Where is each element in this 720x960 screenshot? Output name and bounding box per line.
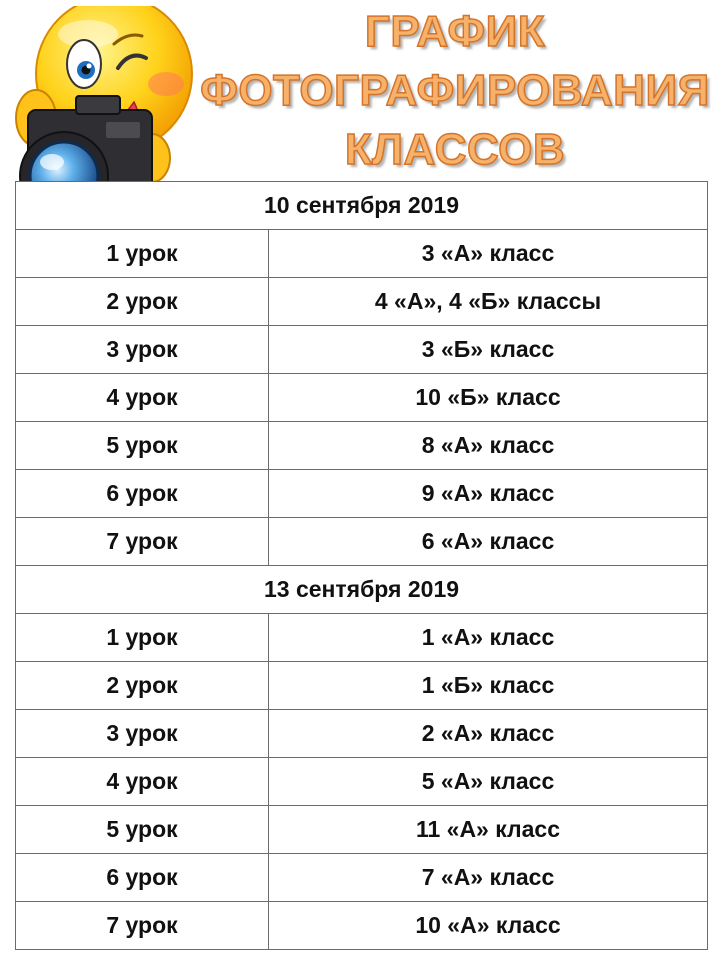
lesson-cell: 1 урок xyxy=(16,230,269,278)
lesson-cell: 3 урок xyxy=(16,326,269,374)
table-row xyxy=(16,470,708,518)
lesson-cell: 7 урок xyxy=(16,518,269,566)
table-row xyxy=(16,854,708,902)
class-cell: 7 «А» класс xyxy=(269,854,708,902)
table-row xyxy=(16,326,708,374)
lesson-cell: 2 урок xyxy=(16,278,269,326)
class-cell: 5 «А» класс xyxy=(269,758,708,806)
lesson-cell: 6 урок xyxy=(16,854,269,902)
class-cell: 4 «А», 4 «Б» классы xyxy=(269,278,708,326)
title-line-3: КЛАССОВ xyxy=(344,125,566,174)
table-row xyxy=(16,614,708,662)
lesson-cell: 4 урок xyxy=(16,758,269,806)
title-line-1: ГРАФИК xyxy=(364,7,546,56)
lesson-cell: 4 урок xyxy=(16,374,269,422)
lesson-cell: 2 урок xyxy=(16,662,269,710)
table-row xyxy=(16,422,708,470)
class-cell: 3 «А» класс xyxy=(269,230,708,278)
class-cell: 6 «А» класс xyxy=(269,518,708,566)
class-cell: 1 «А» класс xyxy=(269,614,708,662)
title-line-2: ФОТОГРАФИРОВАНИЯ xyxy=(200,66,710,115)
date-row xyxy=(16,182,708,230)
table-row xyxy=(16,806,708,854)
table-row xyxy=(16,278,708,326)
class-cell: 3 «Б» класс xyxy=(269,326,708,374)
table-row xyxy=(16,758,708,806)
lesson-cell: 6 урок xyxy=(16,470,269,518)
class-cell: 1 «Б» класс xyxy=(269,662,708,710)
table-row xyxy=(16,374,708,422)
lesson-cell: 5 урок xyxy=(16,806,269,854)
lesson-cell: 5 урок xyxy=(16,422,269,470)
table-row xyxy=(16,518,708,566)
class-cell: 10 «А» класс xyxy=(269,902,708,950)
class-cell: 2 «А» класс xyxy=(269,710,708,758)
class-cell: 9 «А» класс xyxy=(269,470,708,518)
date-row xyxy=(16,566,708,614)
lesson-cell: 1 урок xyxy=(16,614,269,662)
lesson-cell: 7 урок xyxy=(16,902,269,950)
table-row xyxy=(16,710,708,758)
class-cell: 10 «Б» класс xyxy=(269,374,708,422)
table-row xyxy=(16,662,708,710)
class-cell: 8 «А» класс xyxy=(269,422,708,470)
date-header: 10 сентября 2019 xyxy=(16,182,708,230)
table-row xyxy=(16,902,708,950)
schedule-table xyxy=(15,181,708,950)
class-cell: 11 «А» класс xyxy=(269,806,708,854)
lesson-cell: 3 урок xyxy=(16,710,269,758)
page-title xyxy=(190,2,720,179)
date-header: 13 сентября 2019 xyxy=(16,566,708,614)
table-row xyxy=(16,230,708,278)
